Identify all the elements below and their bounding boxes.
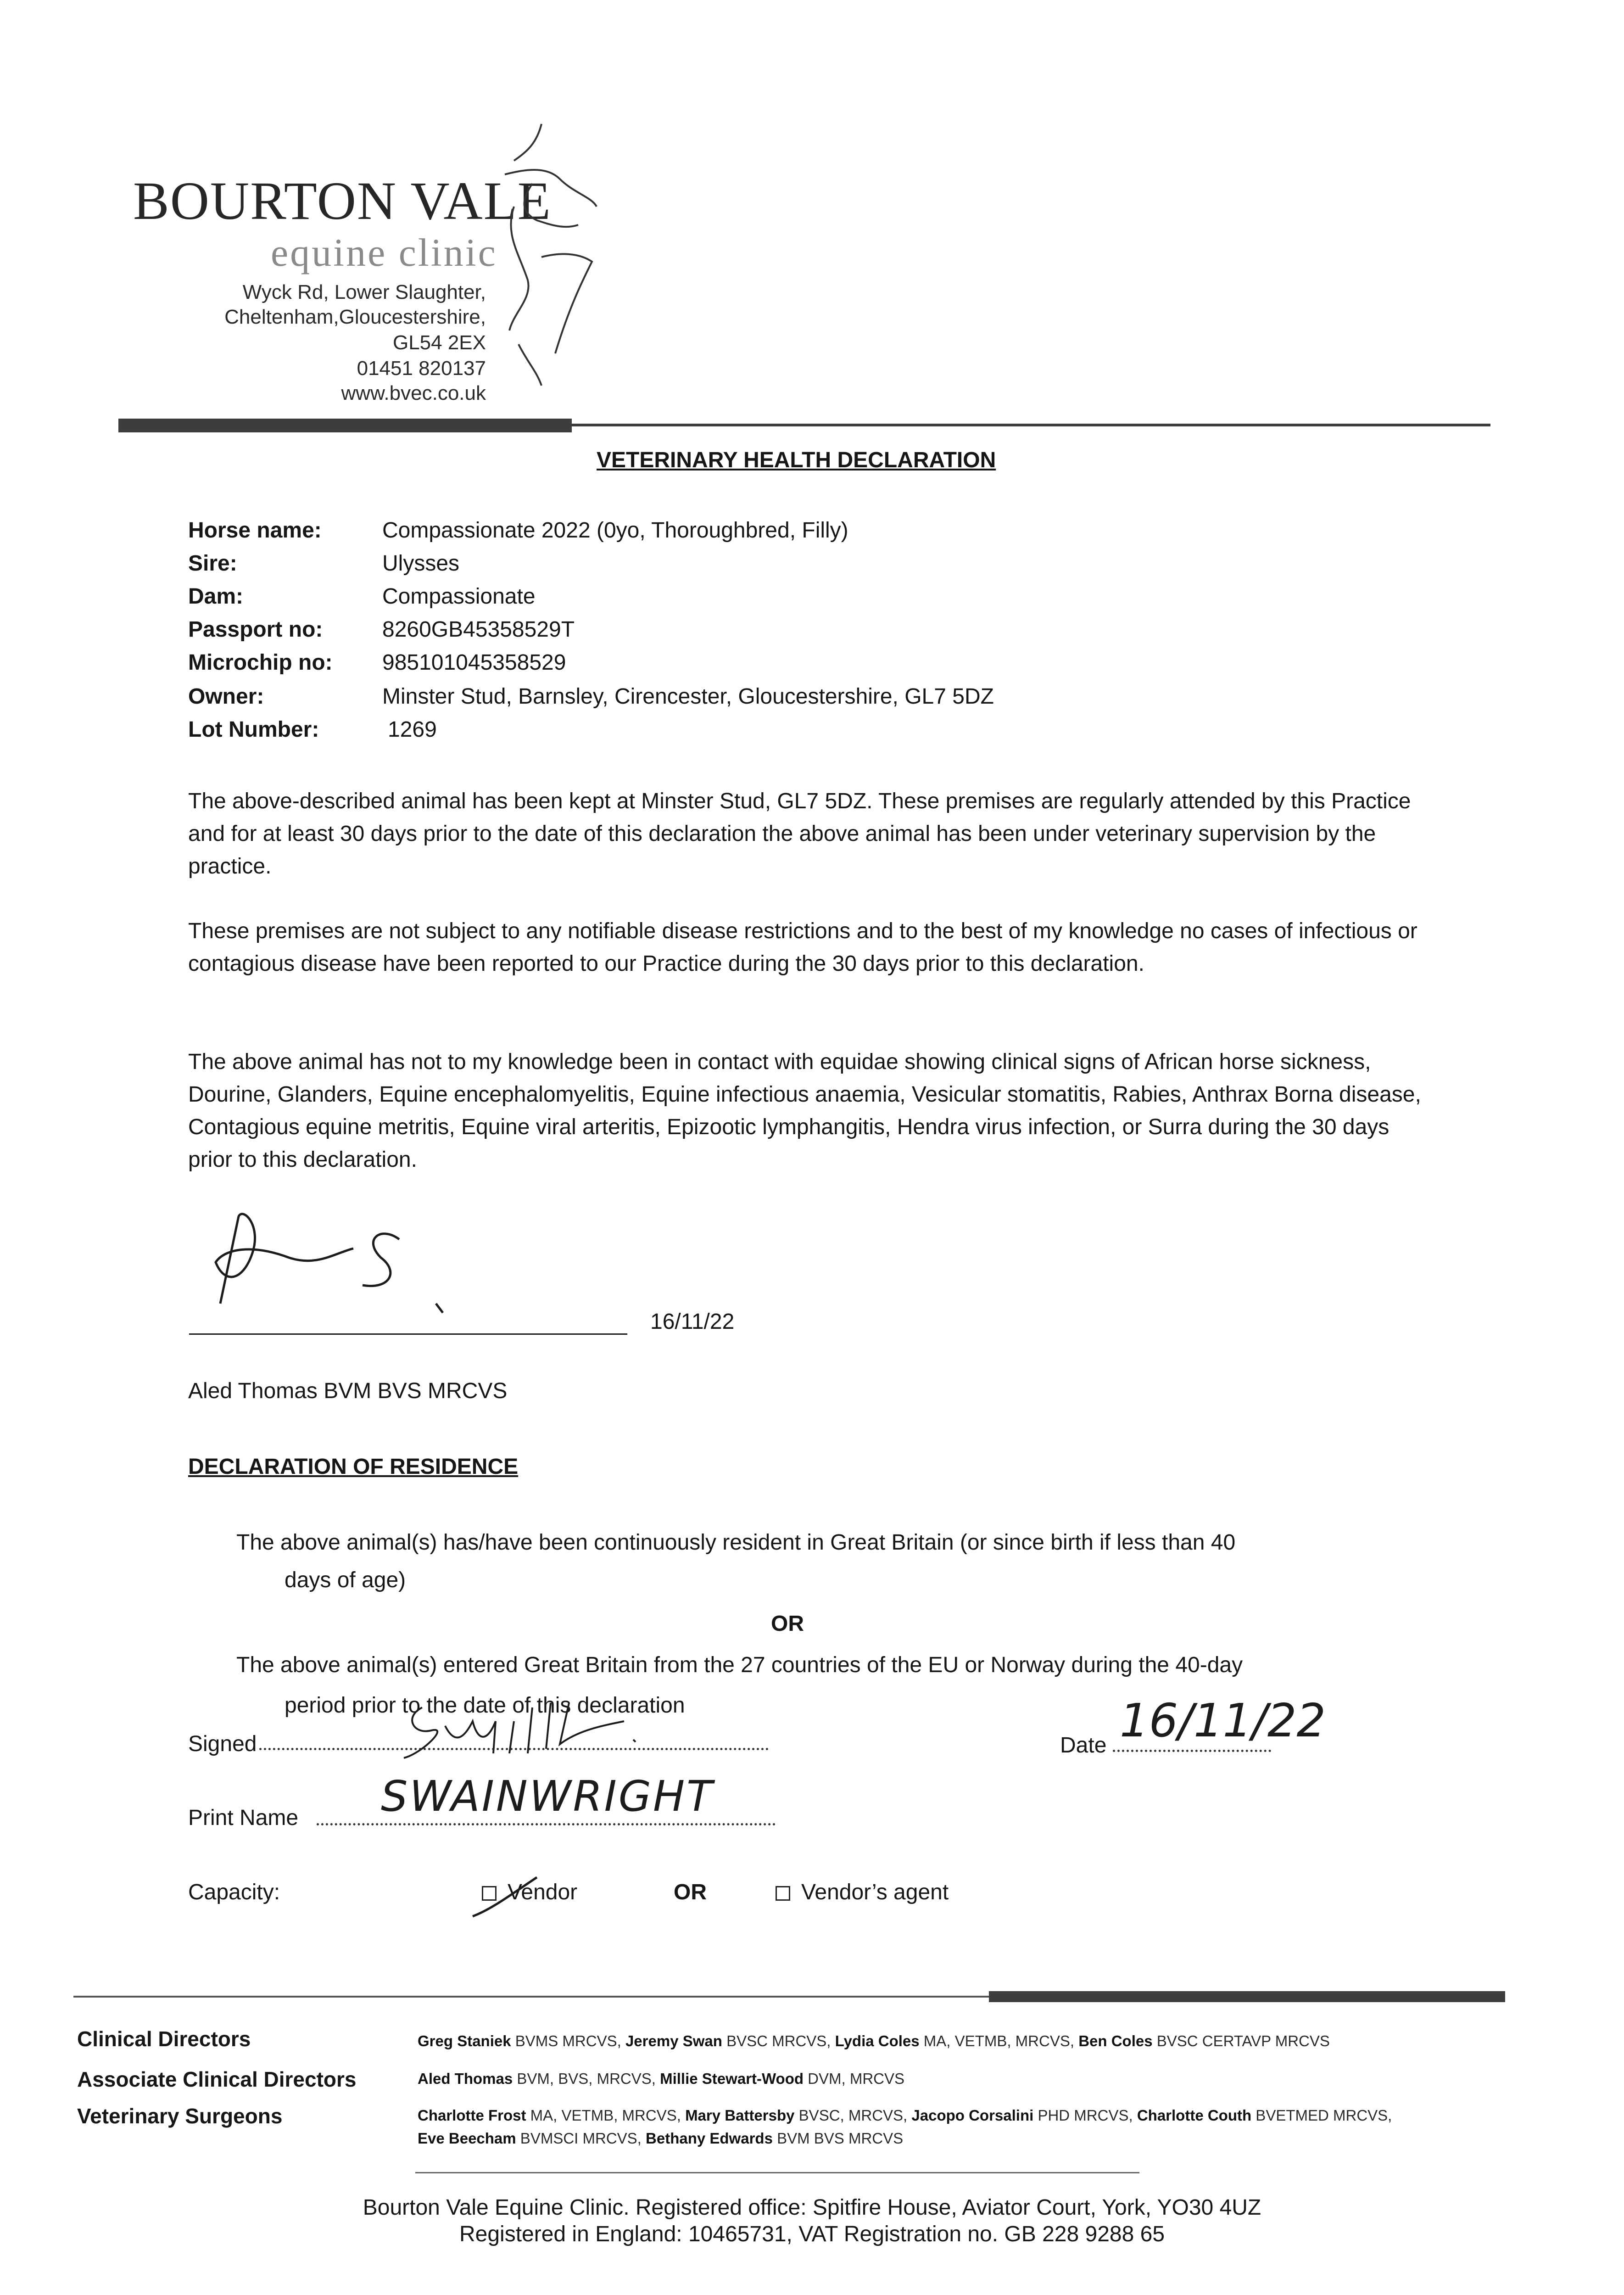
lot-number-label: Lot Number: (188, 717, 319, 742)
clinic-subtitle: equine clinic (271, 230, 497, 274)
signed-label: Signed (188, 1732, 257, 1756)
veterinary-surgeons-names-cont: Eve Beecham BVMSCI MRCVS, Bethany Edwards BVM BVS MRCVS (418, 2130, 904, 2147)
clinical-directors-label: Clinical Directors (77, 2027, 251, 2051)
capacity-label: Capacity: (188, 1880, 280, 1904)
footer-separator (415, 2172, 1139, 2173)
vendor-label: Vendor (508, 1880, 578, 1904)
dam-value: Compassionate (382, 584, 536, 609)
microchip-value: 985101045358529 (382, 650, 566, 675)
vet-signature (197, 1198, 482, 1317)
declaration-paragraph: These premises are not subject to any notifiable disease restrictions and to the best of my knowledge no cases of infectious or contagious disease have been reported to our Practice during the 30 days prior to this declaration. (188, 919, 1418, 976)
vendor-checkmark-icon (468, 1873, 541, 1923)
residence-heading: DECLARATION OF RESIDENCE (188, 1455, 519, 1479)
vet-name: Aled Thomas BVM BVS MRCVS (188, 1379, 508, 1403)
horse-name-value: Compassionate 2022 (0yo, Thoroughbred, Filly) (382, 518, 848, 543)
owner-label: Owner: (188, 684, 264, 709)
or-separator: OR (771, 1612, 804, 1636)
residence-option-1: The above animal(s) has/have been continuously resident in Great Britain (or since birth if less than 40 (236, 1530, 1236, 1555)
microchip-label: Microchip no: (188, 650, 333, 675)
veterinary-surgeons-names: Charlotte Frost MA, VETMB, MRCVS, Mary Battersby BVSC, MRCVS, Jacopo Corsalini PHD MRCVS, Charlotte Couth BVETMED MRCVS, (418, 2107, 1392, 2124)
lot-number-value: 1269 (388, 717, 437, 742)
date-handwritten: 16/11/22 (1120, 1694, 1326, 1747)
residence-option-2: The above animal(s) entered Great Britain from the 27 countries of the EU or Norway during the 40-day (236, 1653, 1243, 1677)
associate-directors-label: Associate Clinical Directors (77, 2067, 357, 2091)
sire-label: Sire: (188, 551, 237, 576)
vendor-signature (395, 1694, 652, 1763)
footer-divider-thick (989, 1991, 1505, 2002)
date-label: Date (1060, 1733, 1107, 1758)
residence-option-2-cont: period prior to the date of this declaration (285, 1693, 685, 1718)
declaration-paragraph: The above-described animal has been kept at Minster Stud, GL7 5DZ. These premises are regularly attended by this Practice and for at least 30 days prior to the date of this declaration the above animal has been under veterinary supervision by the practice. (188, 789, 1411, 879)
capacity-or: OR (674, 1880, 707, 1904)
vet-signature-date: 16/11/22 (650, 1310, 735, 1334)
registered-office: Bourton Vale Equine Clinic. Registered office: Spitfire House, Aviator Court, York, YO30 4UZ (363, 2195, 1261, 2220)
website-link[interactable]: www.bvec.co.uk (341, 382, 486, 404)
vet-signature-line (189, 1333, 627, 1335)
associate-directors-names: Aled Thomas BVM, BVS, MRCVS, Millie Stewart-Wood DVM, MRCVS (418, 2070, 905, 2087)
horse-head-sketch-icon (486, 115, 606, 390)
clinic-name: BOURTON VALE (133, 171, 552, 231)
passport-value: 8260GB45358529T (382, 617, 575, 642)
clinical-directors-names: Greg Staniek BVMS MRCVS, Jeremy Swan BVSC MRCVS, Lydia Coles MA, VETMB, MRCVS, Ben Coles BVSC CERTAVP MRCVS (418, 2032, 1330, 2049)
vendors-agent-label: Vendor’s agent (801, 1880, 949, 1904)
veterinary-surgeons-label: Veterinary Surgeons (77, 2104, 283, 2128)
date-field[interactable] (1113, 1750, 1271, 1752)
footer-divider-thin (73, 1996, 989, 1998)
owner-value: Minster Stud, Barnsley, Cirencester, Gloucestershire, GL7 5DZ (382, 684, 994, 709)
header-divider-thin (572, 424, 1490, 426)
horse-name-label: Horse name: (188, 518, 322, 543)
declaration-paragraph: The above animal has not to my knowledge been in contact with equidae showing clinical signs of African horse sickness, Dourine, Glanders, Equine encephalomyelitis, Equine infectious anaemia, Vesicular stomatitis, Rabies, Anthrax Borna disease, Contagious equine metritis, Equine viral arteritis, Epizootic lymphangitis, Hendra virus infection, or Surra during the 30 days prior to this declaration. (188, 1050, 1421, 1172)
phone-number: 01451 820137 (357, 357, 486, 380)
print-name-field[interactable] (317, 1823, 776, 1825)
passport-label: Passport no: (188, 617, 323, 642)
dam-label: Dam: (188, 584, 244, 609)
header-divider-thick (118, 419, 572, 432)
print-name-label: Print Name (188, 1806, 299, 1830)
vendors-agent-checkbox[interactable] (776, 1886, 790, 1901)
sire-value: Ulysses (382, 551, 460, 576)
address-line: Cheltenham,Gloucestershire, (224, 306, 486, 328)
company-registration: Registered in England: 10465731, VAT Registration no. GB 228 9288 65 (459, 2222, 1165, 2246)
residence-option-1-cont: days of age) (285, 1568, 406, 1592)
vendors-agent-option[interactable] (776, 1880, 949, 1905)
print-name-handwritten: SWAINWRIGHT (381, 1772, 714, 1821)
address-line: Wyck Rd, Lower Slaughter, (242, 281, 486, 303)
address-line: GL54 2EX (392, 331, 486, 354)
document-title: VETERINARY HEALTH DECLARATION (597, 448, 996, 472)
